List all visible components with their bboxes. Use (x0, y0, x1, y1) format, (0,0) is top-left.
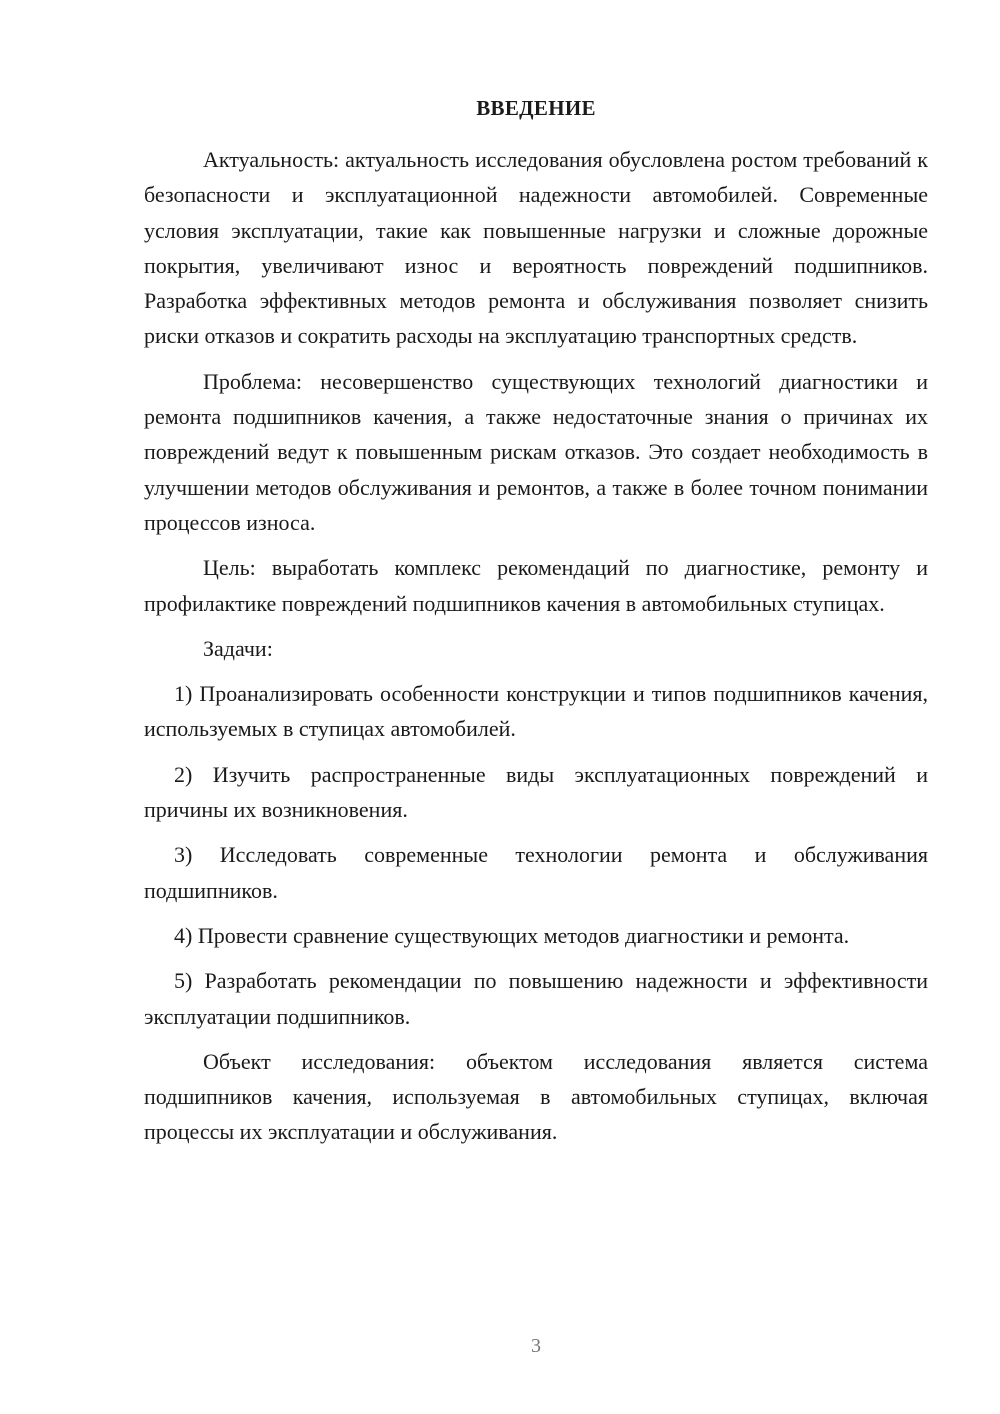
page-number: 3 (531, 1335, 541, 1357)
task-item-3: 3) Исследовать современные технологии ремонта и обслуживания подшипников. (144, 842, 928, 903)
task-item-1: 1) Проанализировать особенности конструкции и типов подшипников качения, используемых в ступицах автомобилей. (144, 681, 928, 742)
paragraph-relevance: Актуальность: актуальность исследования обусловлена ростом требований к безопасности и эксплуатационной надежности автомобилей. Современные условия эксплуатации, такие как повышенные нагрузки и сложные дорожные покрытия, увеличивают износ и вероятность повреждений подшипников. Разработка эффективных методов ремонта и обслуживания позволяет снизить риски отказов и сократить расходы на эксплуатацию транспортных средств. (144, 147, 928, 349)
paragraph-object: Объект исследования: объектом исследования является система подшипников качения, используемая в автомобильных ступицах, включая процессы их эксплуатации и обслуживания. (144, 1048, 928, 1145)
tasks-heading: Задачи: (203, 635, 273, 661)
document-body (144, 142, 928, 1150)
page-title: ВВЕДЕНИЕ (476, 96, 596, 120)
paragraph-problem: Проблема: несовершенство существующих технологий диагностики и ремонта подшипников качения, а также недостаточные знания о причинах их повреждений ведут к повышенным рискам отказов. Это создает необходимость в улучшении методов обслуживания и ремонтов, а также в более точном понимании процессов износа. (144, 368, 928, 535)
task-item-4: 4) Провести сравнение существующих методов диагностики и ремонта. (174, 922, 850, 948)
paragraph-goal: Цель: выработать комплекс рекомендаций по диагностике, ремонту и профилактике повреждений подшипников качения в автомобильных ступицах. (144, 555, 928, 616)
task-item-2: 2) Изучить распространенные виды эксплуатационных повреждений и причины их возникновения. (144, 761, 928, 823)
task-item-5: 5) Разработать рекомендации по повышению надежности и эффективности эксплуатации подшипников. (144, 968, 928, 1029)
